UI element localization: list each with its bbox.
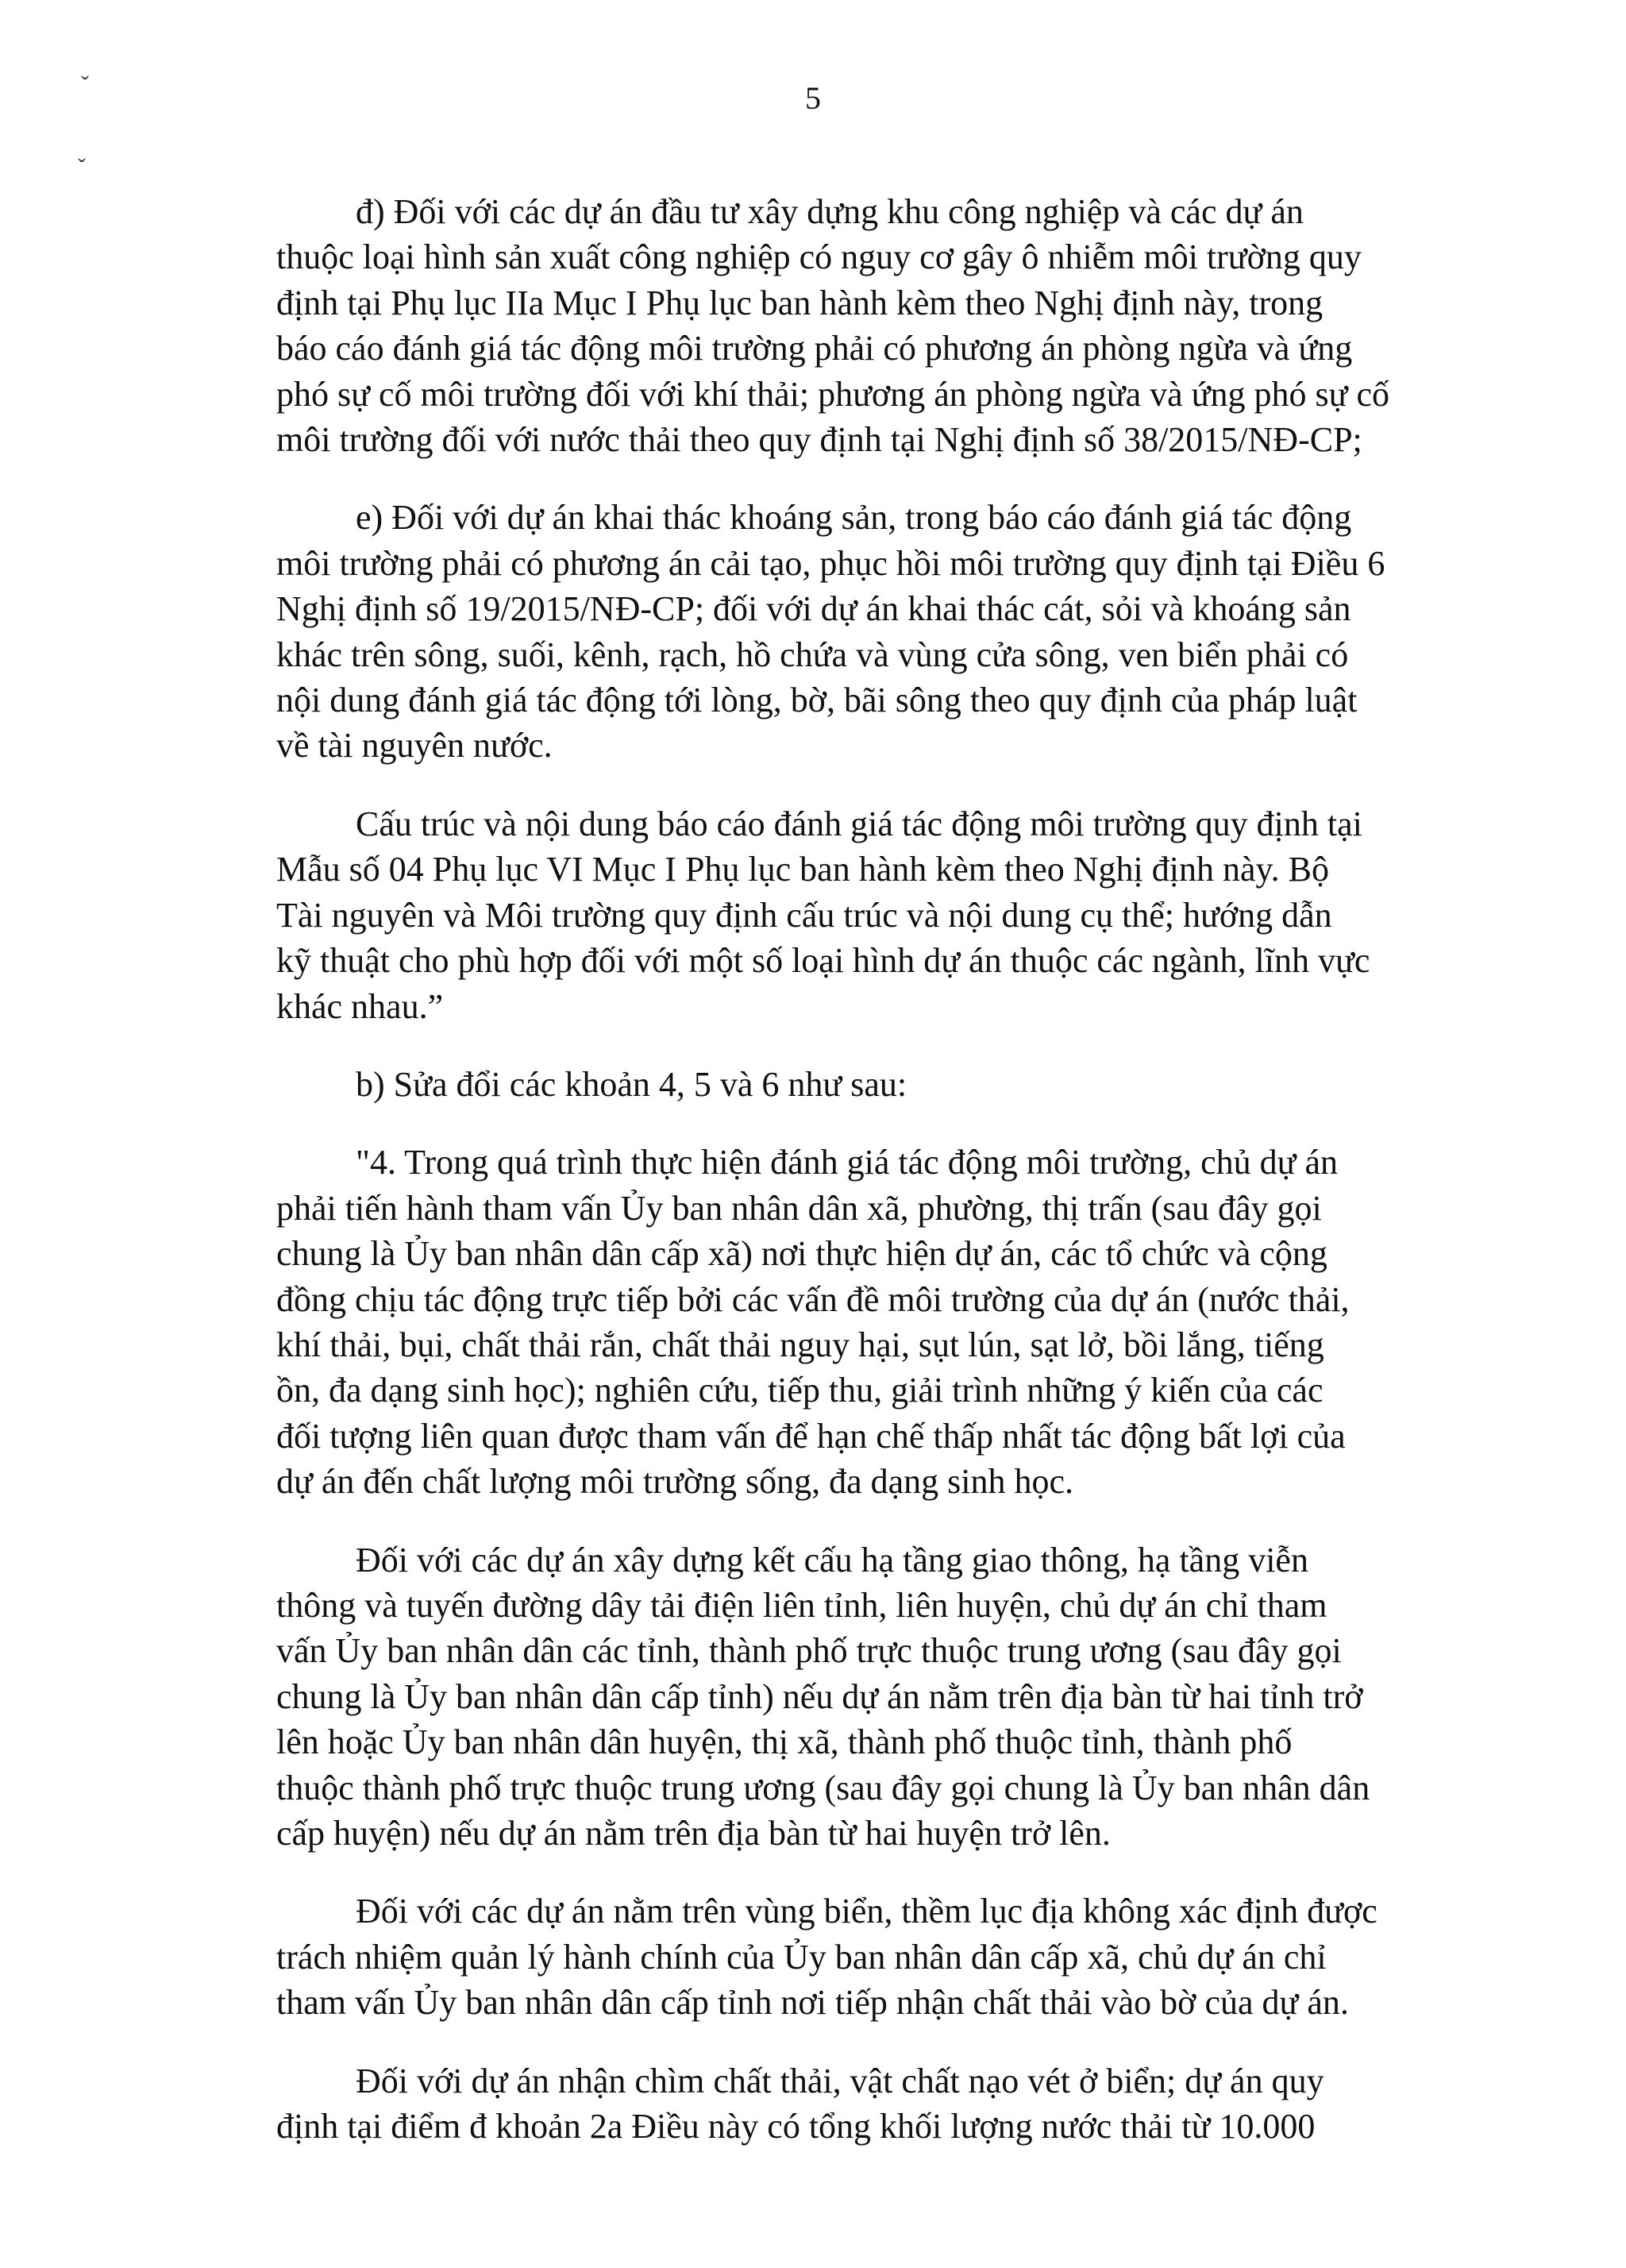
paragraph-b-amendments: b) Sửa đổi các khoản 4, 5 và 6 như sau: [356, 1064, 907, 1104]
paragraph-report-structure: Cấu trúc và nội dung báo cáo đánh giá tác động môi trường quy định tại Mẫu số 04 Phụ lục VI Mục I Phụ lục ban hành kèm theo Nghị định này. Bộ Tài nguyên và Môi trường quy định cấu trúc và nội dung cụ thể; hướng dẫn kỹ thuật cho phù hợp đối với một số loại hình dự án thuộc các ngành, lĩnh vực khác nhau.” [276, 804, 1370, 1026]
paragraph-sea-dumping: Đối với dự án nhận chìm chất thải, vật chất nạo vét ở biển; dự án quy định tại điểm đ khoản 2a Điều này có tổng khối lượng nước thải từ 10.000 [276, 2061, 1324, 2146]
paragraph-e-mining: e) Đối với dự án khai thác khoáng sản, trong báo cáo đánh giá tác động môi trường phải có phương án cải tạo, phục hồi môi trường quy định tại Điều 6 Nghị định số 19/2015/NĐ-CP; đối với dự án khai thác cát, sỏi và khoáng sản khác trên sông, suối, kênh, rạch, hồ chứa và vùng cửa sông, ven biển phải có nội dung đánh giá tác động tới lòng, bờ, bãi sông theo quy định của pháp luật về tài nguyên nước. [276, 498, 1385, 766]
page-number: 5 [805, 80, 821, 116]
paragraph-d-industrial-zones: đ) Đối với các dự án đầu tư xây dựng khu công nghiệp và các dự án thuộc loại hình sản xuất công nghiệp có nguy cơ gây ô nhiễm môi trường quy định tại Phụ lục IIa Mục I Phụ lục ban hành kèm theo Nghị định này, trong báo cáo đánh giá tác động môi trường phải có phương án phòng ngừa và ứng phó sự cố môi trường đối với khí thải; phương án phòng ngừa và ứng phó sự cố môi trường đối với nước thải theo quy định tại Nghị định số 38/2015/NĐ-CP; [276, 192, 1389, 460]
paragraph-clause-4-consultation: "4. Trong quá trình thực hiện đánh giá tác động môi trường, chủ dự án phải tiến hành tham vấn Ủy ban nhân dân xã, phường, thị trấn (sau đây gọi chung là Ủy ban nhân dân cấp xã) nơi thực hiện dự án, các tổ chức và cộng đồng chịu tác động trực tiếp bởi các vấn đề môi trường của dự án (nước thải, khí thải, bụi, chất thải rắn, chất thải nguy hại, sụt lún, sạt lở, bồi lắng, tiếng ồn, đa dạng sinh học); nghiên cứu, tiếp thu, giải trình những ý kiến của các đối tượng liên quan được tham vấn để hạn chế thấp nhất tác động bất lợi của dự án đến chất lượng môi trường sống, đa dạng sinh học. [276, 1143, 1350, 1502]
document-body [276, 189, 1467, 2149]
scan-speck: ˇ [78, 154, 86, 180]
scan-speck: ˇ [81, 71, 89, 98]
paragraph-sea-projects: Đối với các dự án nằm trên vùng biển, thềm lục địa không xác định được trách nhiệm quản lý hành chính của Ủy ban nhân dân cấp xã, chủ dự án chỉ tham vấn Ủy ban nhân dân cấp tỉnh nơi tiếp nhận chất thải vào bờ của dự án. [276, 1892, 1377, 2023]
paragraph-infrastructure-projects: Đối với các dự án xây dựng kết cấu hạ tầng giao thông, hạ tầng viễn thông và tuyến đường dây tải điện liên tỉnh, liên huyện, chủ dự án chỉ tham vấn Ủy ban nhân dân các tỉnh, thành phố trực thuộc trung ương (sau đây gọi chung là Ủy ban nhân dân cấp tỉnh) nếu dự án nằm trên địa bàn từ hai tỉnh trở lên hoặc Ủy ban nhân dân huyện, thị xã, thành phố thuộc tỉnh, thành phố thuộc thành phố trực thuộc trung ương (sau đây gọi chung là Ủy ban nhân dân cấp huyện) nếu dự án nằm trên địa bàn từ hai huyện trở lên. [276, 1540, 1370, 1853]
